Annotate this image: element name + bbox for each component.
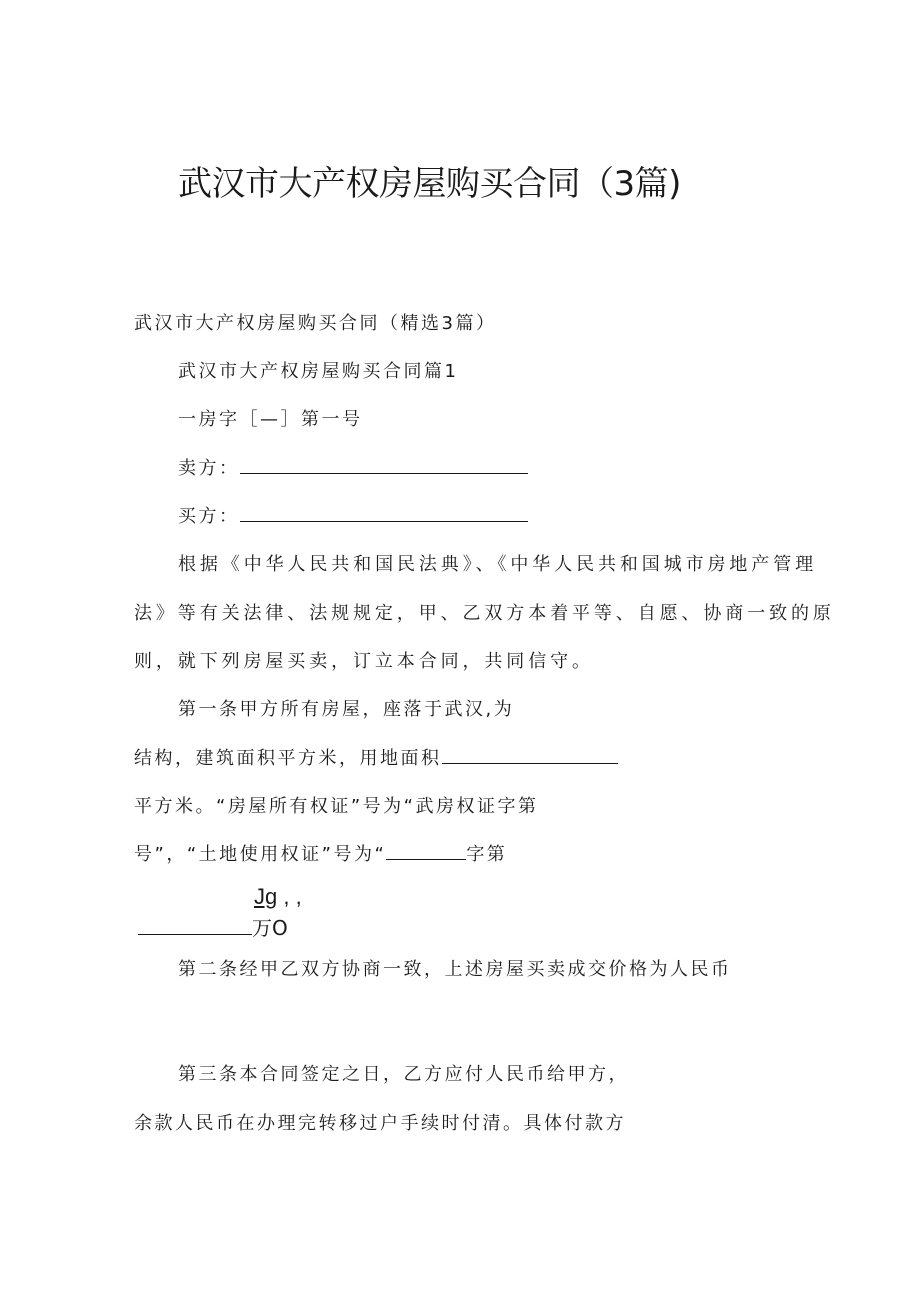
intro-line-1: 根据《中华人民共和国民法典》、《中华人民共和国城市房地产管理 (178, 554, 817, 575)
part-heading: 武汉市大产权房屋购买合同篇1 (178, 361, 459, 382)
article1-line-2 (134, 747, 618, 771)
document-number: 一房字［—］第一号 (178, 409, 363, 430)
amount-unit: 万O (252, 916, 288, 940)
document-title: 武汉市大产权房屋购买合同（3篇) (178, 164, 681, 204)
land-area-blank-line (442, 747, 618, 764)
buyer-blank-line (240, 505, 528, 522)
seller-label: 卖方： (178, 458, 240, 479)
article2-line: 第二条经甲乙双方协商一致，上述房屋买卖成交价格为人民币 (178, 959, 732, 980)
intro-line-3: 则，就下列房屋买卖，订立本合同，共同信守。 (134, 651, 594, 672)
article1-line-4-b: 字第 (466, 844, 508, 865)
article1-line-4 (134, 843, 507, 867)
stray-mark-jg (254, 884, 302, 910)
amount-blank-line (138, 920, 252, 935)
article1-line-3: 平方米。“房屋所有权证”号为“武房权证字第 (134, 796, 539, 817)
article1-line-4-a: 号”，“土地使用权证”号为“ (134, 844, 387, 865)
article3-line-2: 余款人民币在办理完转移过户手续时付清。具体付款方 (134, 1113, 626, 1134)
article1-line-1: 第一条甲方所有房屋，座落于武汉,为 (178, 699, 515, 720)
seller-blank-line (240, 457, 528, 474)
jg-tail: , , (283, 884, 302, 909)
article1-line-2-text: 结构，建筑面积平方米，用地面积 (134, 748, 442, 769)
jg-text: Jg (254, 884, 278, 909)
intro-line-2: 法》等有关法律、法规规定，甲、乙双方本着平等、自愿、协商一致的原 (134, 603, 835, 624)
buyer-row (178, 505, 528, 529)
amount-row (138, 912, 288, 941)
article3-line-1: 第三条本合同签定之日，乙方应付人民币给甲方， (178, 1064, 629, 1085)
document-subtitle: 武汉市大产权房屋购买合同（精选3篇） (134, 313, 497, 334)
buyer-label: 买方： (178, 506, 240, 527)
seller-row (178, 457, 528, 481)
land-cert-blank-line (386, 843, 466, 860)
